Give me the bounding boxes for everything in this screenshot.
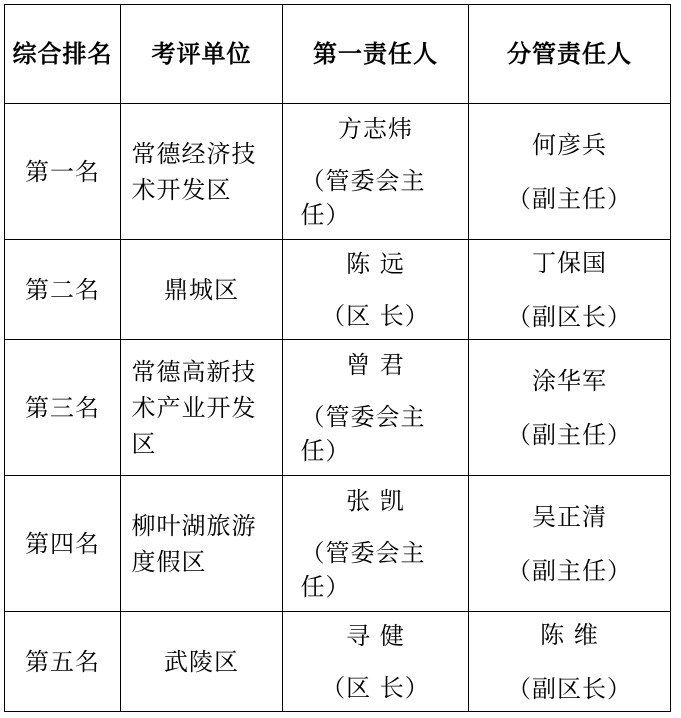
first-responsible-name: 曾 君 <box>346 350 405 379</box>
first-responsible-name: 张 凯 <box>346 486 405 515</box>
table-header-row <box>5 5 671 104</box>
deputy-responsible-cell <box>469 240 671 340</box>
unit-text: 鼎城区 <box>164 275 239 304</box>
table-row <box>5 476 671 612</box>
deputy-responsible-cell <box>469 104 671 240</box>
unit-text: 常德高新技术产业开发区 <box>131 357 257 458</box>
rank-cell: 第四名 <box>5 476 121 612</box>
table-row <box>5 612 671 712</box>
first-responsible-title: （管委会主任） <box>300 166 426 229</box>
table-row <box>5 240 671 340</box>
unit-cell <box>121 340 283 476</box>
unit-cell <box>121 476 283 612</box>
first-responsible-name: 方志炜 <box>338 114 413 143</box>
deputy-responsible-name: 何彦兵 <box>532 130 607 159</box>
unit-text: 常德经济技术开发区 <box>131 139 257 204</box>
rank-cell: 第二名 <box>5 240 121 340</box>
deputy-responsible-title: （副主任） <box>507 420 632 449</box>
deputy-responsible-cell <box>469 340 671 476</box>
deputy-responsible-name: 吴正清 <box>532 502 607 531</box>
deputy-responsible-title: （副区长） <box>507 674 632 703</box>
deputy-responsible-name: 丁保国 <box>532 248 607 277</box>
unit-cell <box>121 612 283 712</box>
first-responsible-cell <box>283 340 469 476</box>
first-responsible-title: （区 长） <box>321 301 430 330</box>
first-responsible-cell <box>283 104 469 240</box>
header-rank: 综合排名 <box>5 5 121 104</box>
deputy-responsible-title: （副区长） <box>507 302 632 331</box>
first-responsible-title: （管委会主任） <box>300 538 426 601</box>
first-responsible-name: 陈 远 <box>346 249 405 278</box>
header-deputy-responsible: 分管责任人 <box>469 5 671 104</box>
deputy-responsible-cell <box>469 612 671 712</box>
first-responsible-cell <box>283 612 469 712</box>
unit-text: 武陵区 <box>164 647 239 676</box>
deputy-responsible-name: 涂华军 <box>532 366 607 395</box>
deputy-responsible-title: （副主任） <box>507 184 632 213</box>
rank-cell: 第一名 <box>5 104 121 240</box>
header-unit: 考评单位 <box>121 5 283 104</box>
ranking-table <box>4 4 671 712</box>
table-row <box>5 340 671 476</box>
unit-cell <box>121 240 283 340</box>
rank-cell: 第三名 <box>5 340 121 476</box>
first-responsible-title: （管委会主任） <box>300 402 426 465</box>
first-responsible-cell <box>283 476 469 612</box>
deputy-responsible-cell <box>469 476 671 612</box>
first-responsible-title: （区 长） <box>321 673 430 702</box>
deputy-responsible-name: 陈 维 <box>540 620 599 649</box>
table-row <box>5 104 671 240</box>
deputy-responsible-title: （副主任） <box>507 556 632 585</box>
first-responsible-name: 寻 健 <box>346 621 405 650</box>
header-first-responsible: 第一责任人 <box>283 5 469 104</box>
unit-text: 柳叶湖旅游度假区 <box>131 511 257 576</box>
rank-cell: 第五名 <box>5 612 121 712</box>
first-responsible-cell <box>283 240 469 340</box>
unit-cell <box>121 104 283 240</box>
